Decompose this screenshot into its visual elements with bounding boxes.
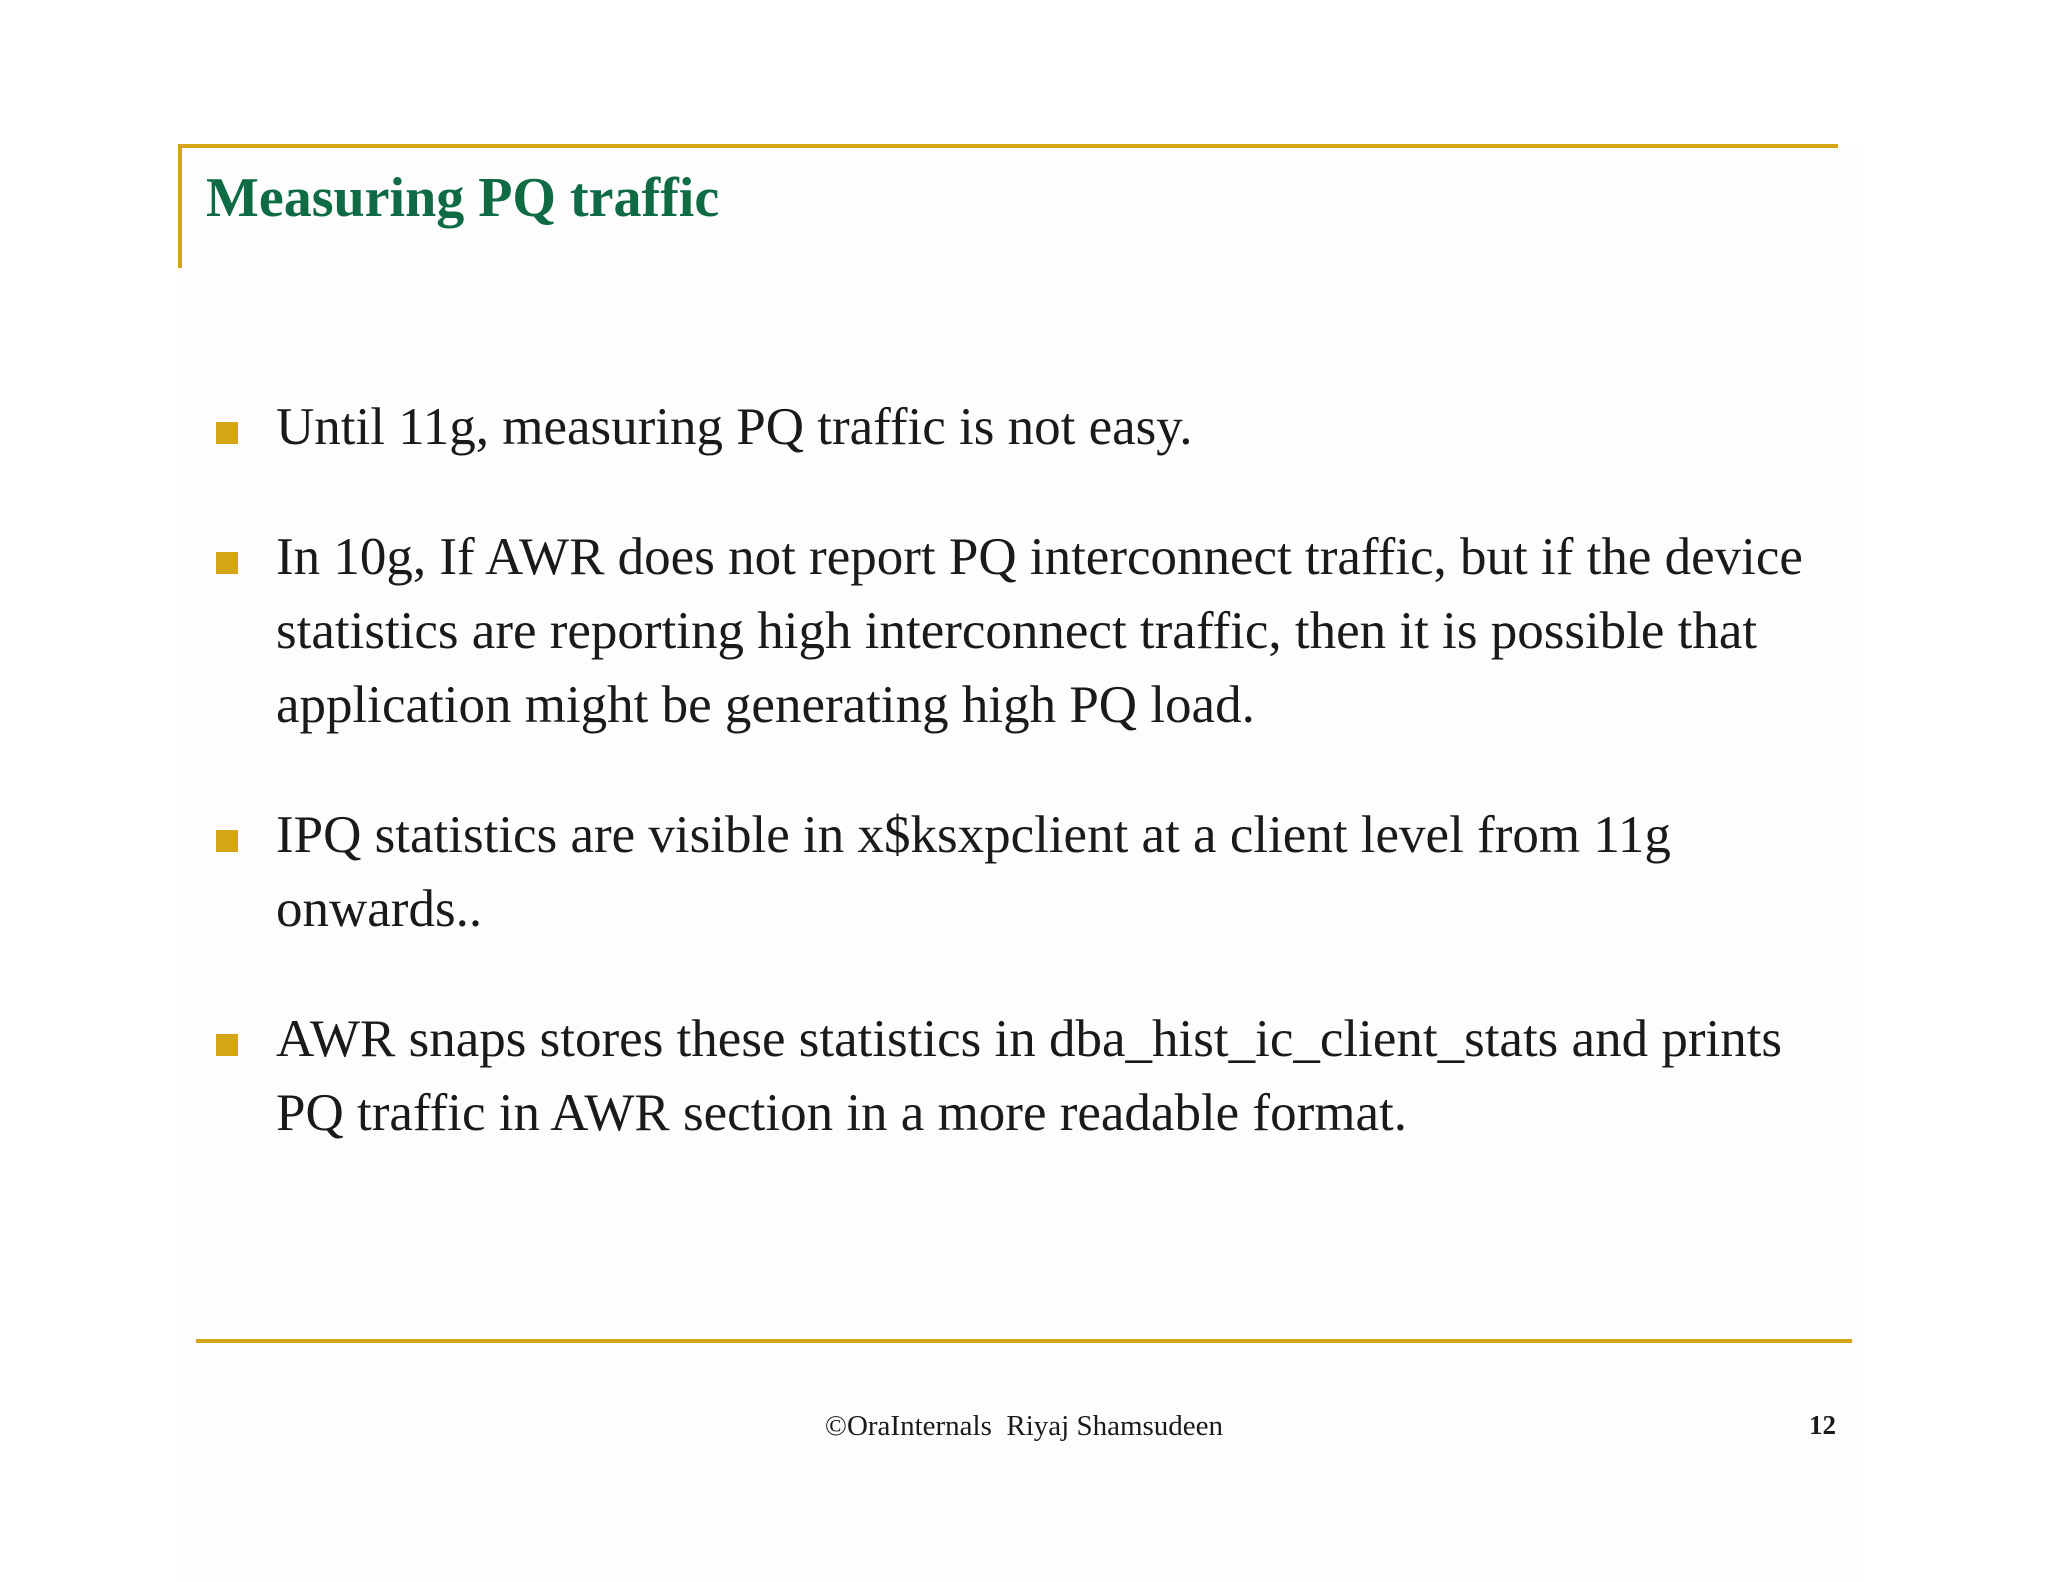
bullet-text: In 10g, If AWR does not report PQ interconnect traffic, but if the device statistics are reporting high interconnect traffic, then it is possible that application might be generating high PQ load.	[276, 528, 1803, 734]
square-bullet-icon	[216, 830, 238, 852]
page-number: 12	[1809, 1410, 1836, 1440]
bullet-item	[216, 520, 1836, 742]
slide-title: Measuring PQ traffic	[206, 167, 720, 229]
bullet-text: IPQ statistics are visible in x$ksxpclient at a client level from 11g onwards..	[276, 806, 1671, 938]
square-bullet-icon	[216, 1034, 238, 1056]
footer-rule	[196, 1339, 1852, 1343]
bullet-item	[216, 390, 1836, 464]
square-bullet-icon	[216, 552, 238, 574]
title-top-rule	[178, 144, 1838, 148]
footer-copyright: ©OraInternals Riyaj Shamsudeen	[824, 1410, 1224, 1442]
bullet-item	[216, 798, 1836, 946]
title-left-rule	[178, 144, 182, 268]
bullet-text: AWR snaps stores these statistics in dba_hist_ic_client_stats and prints PQ traffic in AWR section in a more readable format.	[276, 1010, 1783, 1142]
bullet-text: Until 11g, measuring PQ traffic is not easy.	[276, 398, 1193, 456]
bullet-item	[216, 1002, 1836, 1150]
square-bullet-icon	[216, 422, 238, 444]
bullet-list	[216, 390, 1836, 1150]
